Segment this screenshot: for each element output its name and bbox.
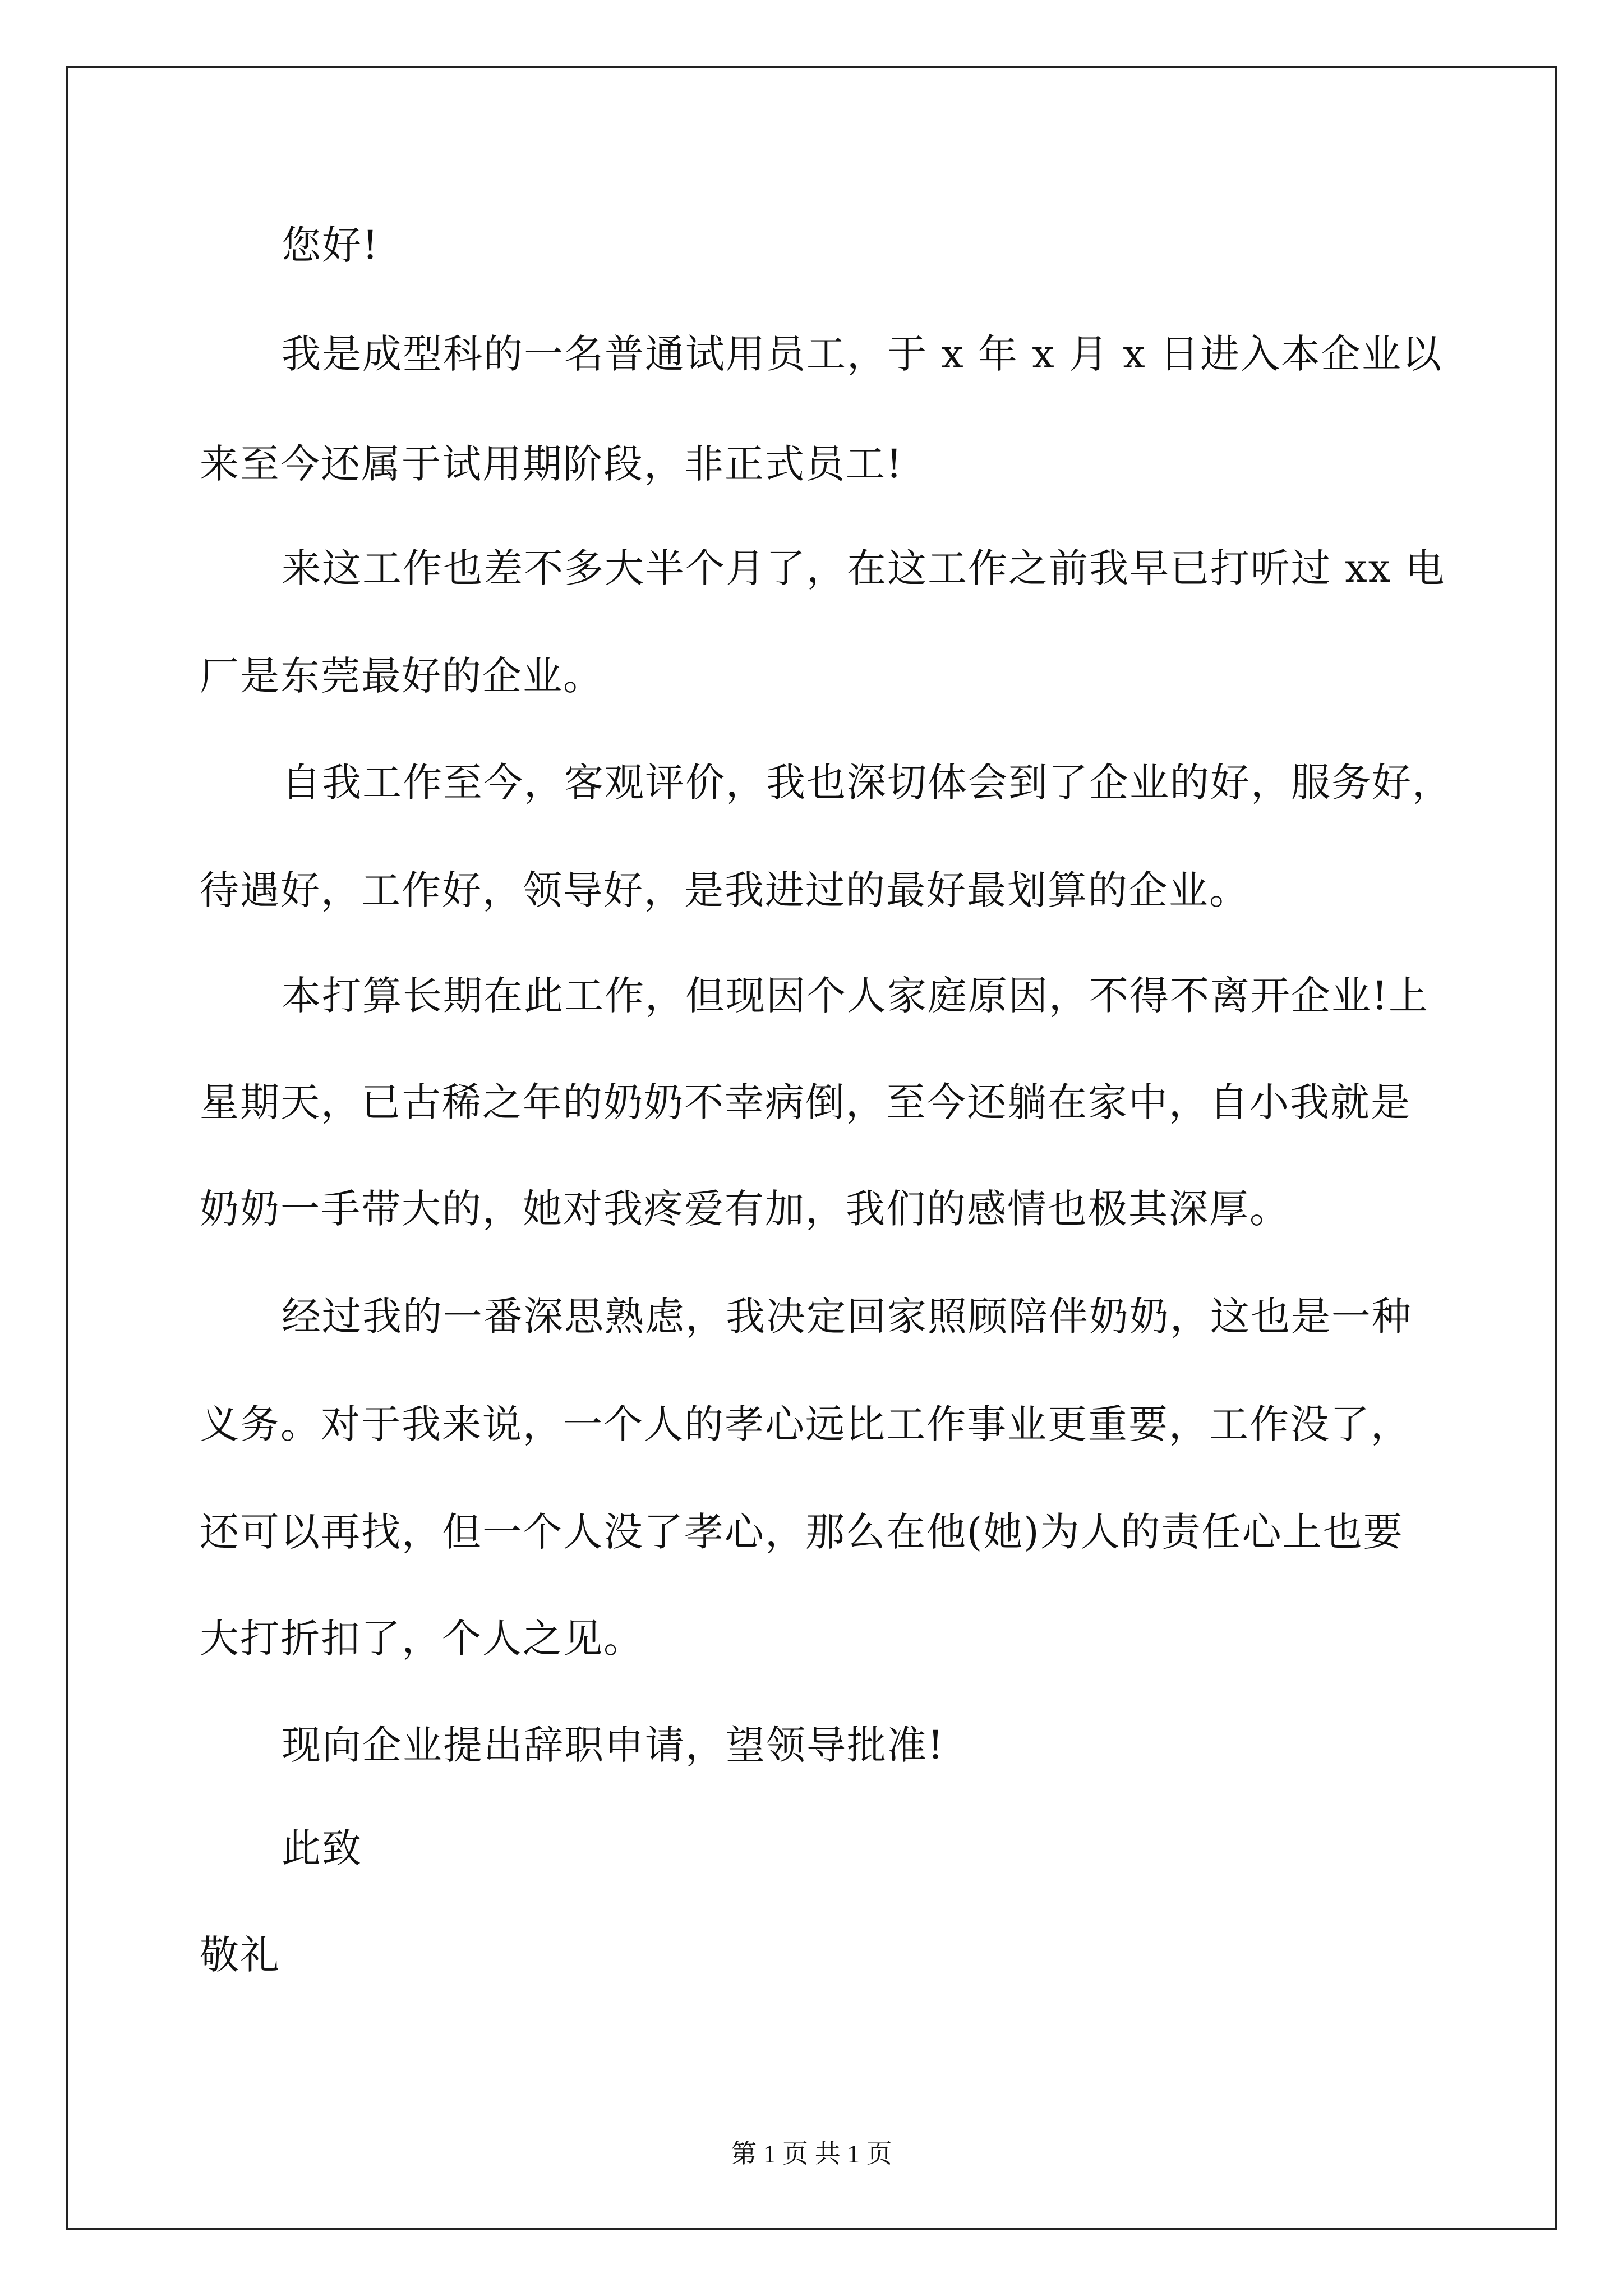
paragraph-3-line-1: 自我工作至今，客观评价，我也深切体会到了企业的好，服务好， — [282, 760, 1453, 806]
greeting: 您好! — [282, 222, 380, 268]
paragraph-2-line-2: 厂是东莞最好的企业。 — [200, 653, 603, 699]
paragraph-6: 现向企业提出辞职申请，望领导批准! — [282, 1722, 945, 1768]
paragraph-5-line-2: 义务。对于我来说，一个人的孝心远比工作事业更重要，工作没了， — [200, 1401, 1411, 1447]
paragraph-4-line-3: 奶奶一手带大的，她对我疼爱有加，我们的感情也极其深厚。 — [200, 1186, 1290, 1232]
paragraph-2-line-1: 来这工作也差不多大半个月了，在这工作之前我早已打听过 xx 电 — [282, 545, 1446, 591]
letter-body — [132, 0, 1490, 2076]
paragraph-1-line-1: 我是成型科的一名普通试用员工，于 x 年 x 月 x 日进入本企业以 — [282, 331, 1442, 377]
page-footer: 第 1 页 共 1 页 — [731, 2139, 892, 2168]
paragraph-3-line-2: 待遇好，工作好，领导好，是我进过的最好最划算的企业。 — [200, 867, 1249, 913]
closing-regards: 敬礼 — [200, 1932, 280, 1978]
paragraph-5-line-1: 经过我的一番深思熟虑，我决定回家照顾陪伴奶奶，这也是一种 — [282, 1294, 1412, 1340]
closing-salutation: 此致 — [282, 1825, 362, 1871]
paragraph-4-line-1: 本打算长期在此工作，但现因个人家庭原因，不得不离开企业!上 — [282, 973, 1430, 1019]
paragraph-5-line-3: 还可以再找，但一个人没了孝心，那么在他(她)为人的责任心上也要 — [200, 1509, 1404, 1555]
paragraph-4-line-2: 星期天，已古稀之年的奶奶不幸病倒，至今还躺在家中，自小我就是 — [200, 1079, 1411, 1125]
paragraph-5-line-4: 大打折扣了，个人之见。 — [200, 1616, 644, 1662]
paragraph-1-line-2: 来至今还属于试用期阶段，非正式员工! — [200, 441, 903, 487]
